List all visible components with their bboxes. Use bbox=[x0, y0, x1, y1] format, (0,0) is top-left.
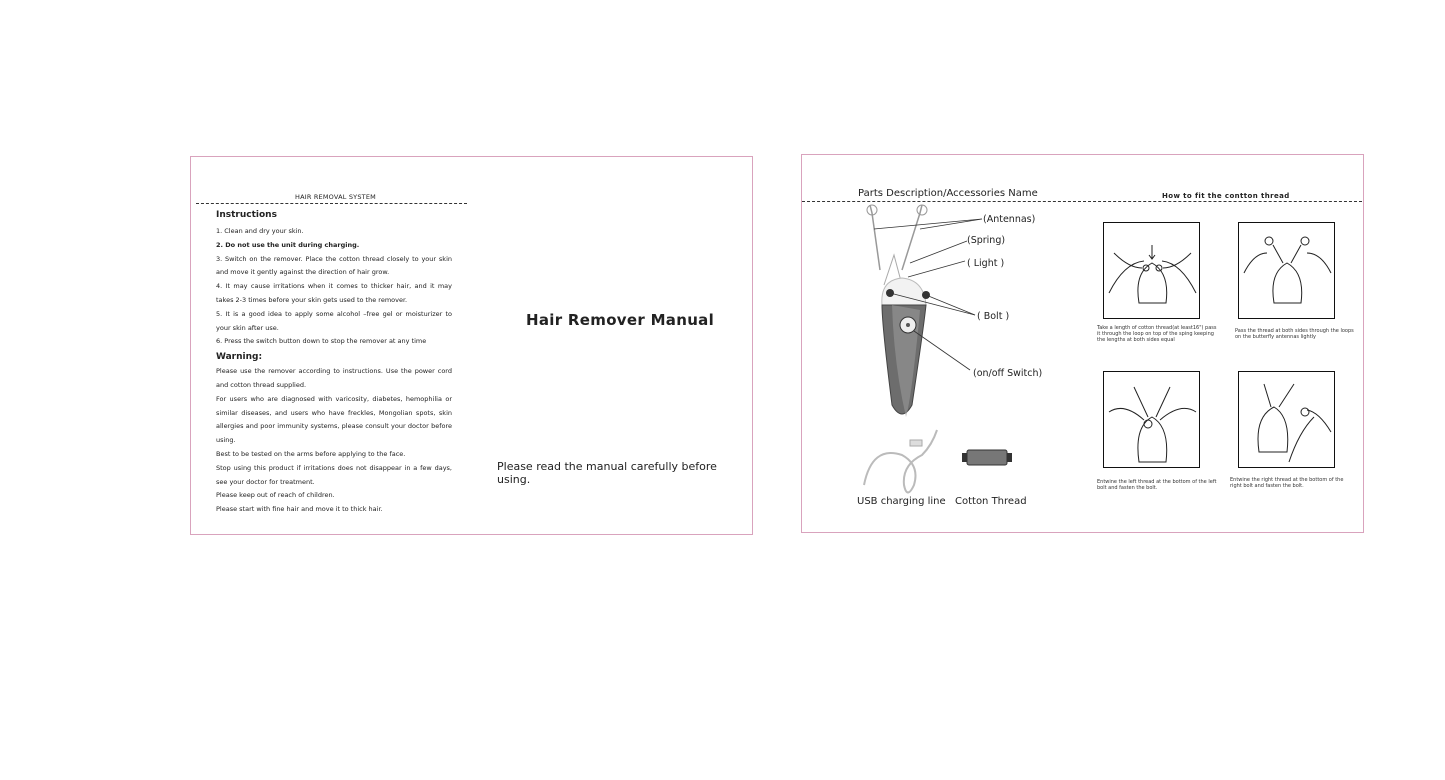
howto-header: How to fit the contton thread bbox=[1162, 192, 1290, 200]
label-cotton-thread: Cotton Thread bbox=[955, 496, 1027, 507]
label-usb: USB charging line bbox=[857, 496, 946, 507]
manual-title: Hair Remover Manual bbox=[526, 311, 715, 329]
step-1-caption: Take a length of cotton thread(at least16") pass it through the loop on top of the sping keeping the lengths at both sides equal bbox=[1097, 325, 1217, 343]
instruction-item: 3. Switch on the remover. Place the cotton thread closely to your skin and move it gently against the direction of hair grow. bbox=[216, 254, 452, 277]
instructions-title: Instructions bbox=[216, 210, 277, 220]
instruction-item: 2. Do not use the unit during charging. bbox=[216, 240, 360, 249]
instruction-item: 4. It may cause irritations when it comes to thicker hair, and it may takes 2-3 times before your skin gets used to the remover. bbox=[216, 282, 452, 304]
page-header: HAIR REMOVAL SYSTEM bbox=[295, 193, 376, 201]
step-3-image bbox=[1103, 371, 1200, 468]
instruction-item: 5. It is a good idea to apply some alcohol –free gel or moisturizer to your skin after use. bbox=[216, 309, 452, 332]
manual-note: Please read the manual carefully before using. bbox=[497, 460, 717, 486]
warning-item: Stop using this product if irritations does not disappear in a few days, see your doctor for treatment. bbox=[216, 463, 452, 486]
manual-right-page bbox=[801, 154, 1364, 533]
label-spring: (Spring) bbox=[967, 235, 1006, 246]
step-1-image bbox=[1103, 222, 1200, 319]
manual-left-page bbox=[190, 156, 753, 535]
warning-title: Warning: bbox=[216, 352, 263, 363]
label-switch: (on/off Switch) bbox=[973, 368, 1043, 379]
warning-item: Please use the remover according to instructions. Use the power cord and cotton thread supplied. bbox=[216, 367, 452, 389]
instruction-item: 6. Press the switch button down to stop the remover at any time bbox=[216, 337, 427, 346]
warning-item: Please keep out of reach of children. bbox=[216, 491, 335, 500]
step-2-image bbox=[1238, 222, 1335, 319]
instruction-item: 1. Clean and dry your skin. bbox=[216, 227, 304, 235]
step-3-caption: Entwine the left thread at the bottom of the left bolt and fasten the bolt. bbox=[1097, 479, 1217, 491]
step-4-caption: Entwine the right thread at the bottom of the right bolt and fasten the bolt. bbox=[1230, 477, 1344, 489]
warning-item: For users who are diagnosed with varicosity, diabetes, hemophilia or similar diseases, and users who have freckles, Mongolian spots, skin allergies and poor immunity systems, please consult your doctor before using. bbox=[216, 394, 452, 445]
label-bolt: ( Bolt ) bbox=[977, 311, 1010, 322]
warning-item: Please start with fine hair and move it to thick hair. bbox=[216, 505, 383, 514]
step-4-image bbox=[1238, 371, 1335, 468]
label-light: ( Light ) bbox=[967, 258, 1005, 269]
instructions-section bbox=[216, 210, 452, 517]
warning-item: Best to be tested on the arms before applying to the face. bbox=[216, 449, 406, 458]
parts-header: Parts Description/Accessories Name bbox=[858, 188, 1038, 199]
step-2-caption: Pass the thread at both sides through the loops on the butterfly antennas lightly bbox=[1235, 328, 1354, 340]
label-antennas: (Antennas) bbox=[983, 214, 1036, 225]
header-divider bbox=[196, 203, 467, 204]
